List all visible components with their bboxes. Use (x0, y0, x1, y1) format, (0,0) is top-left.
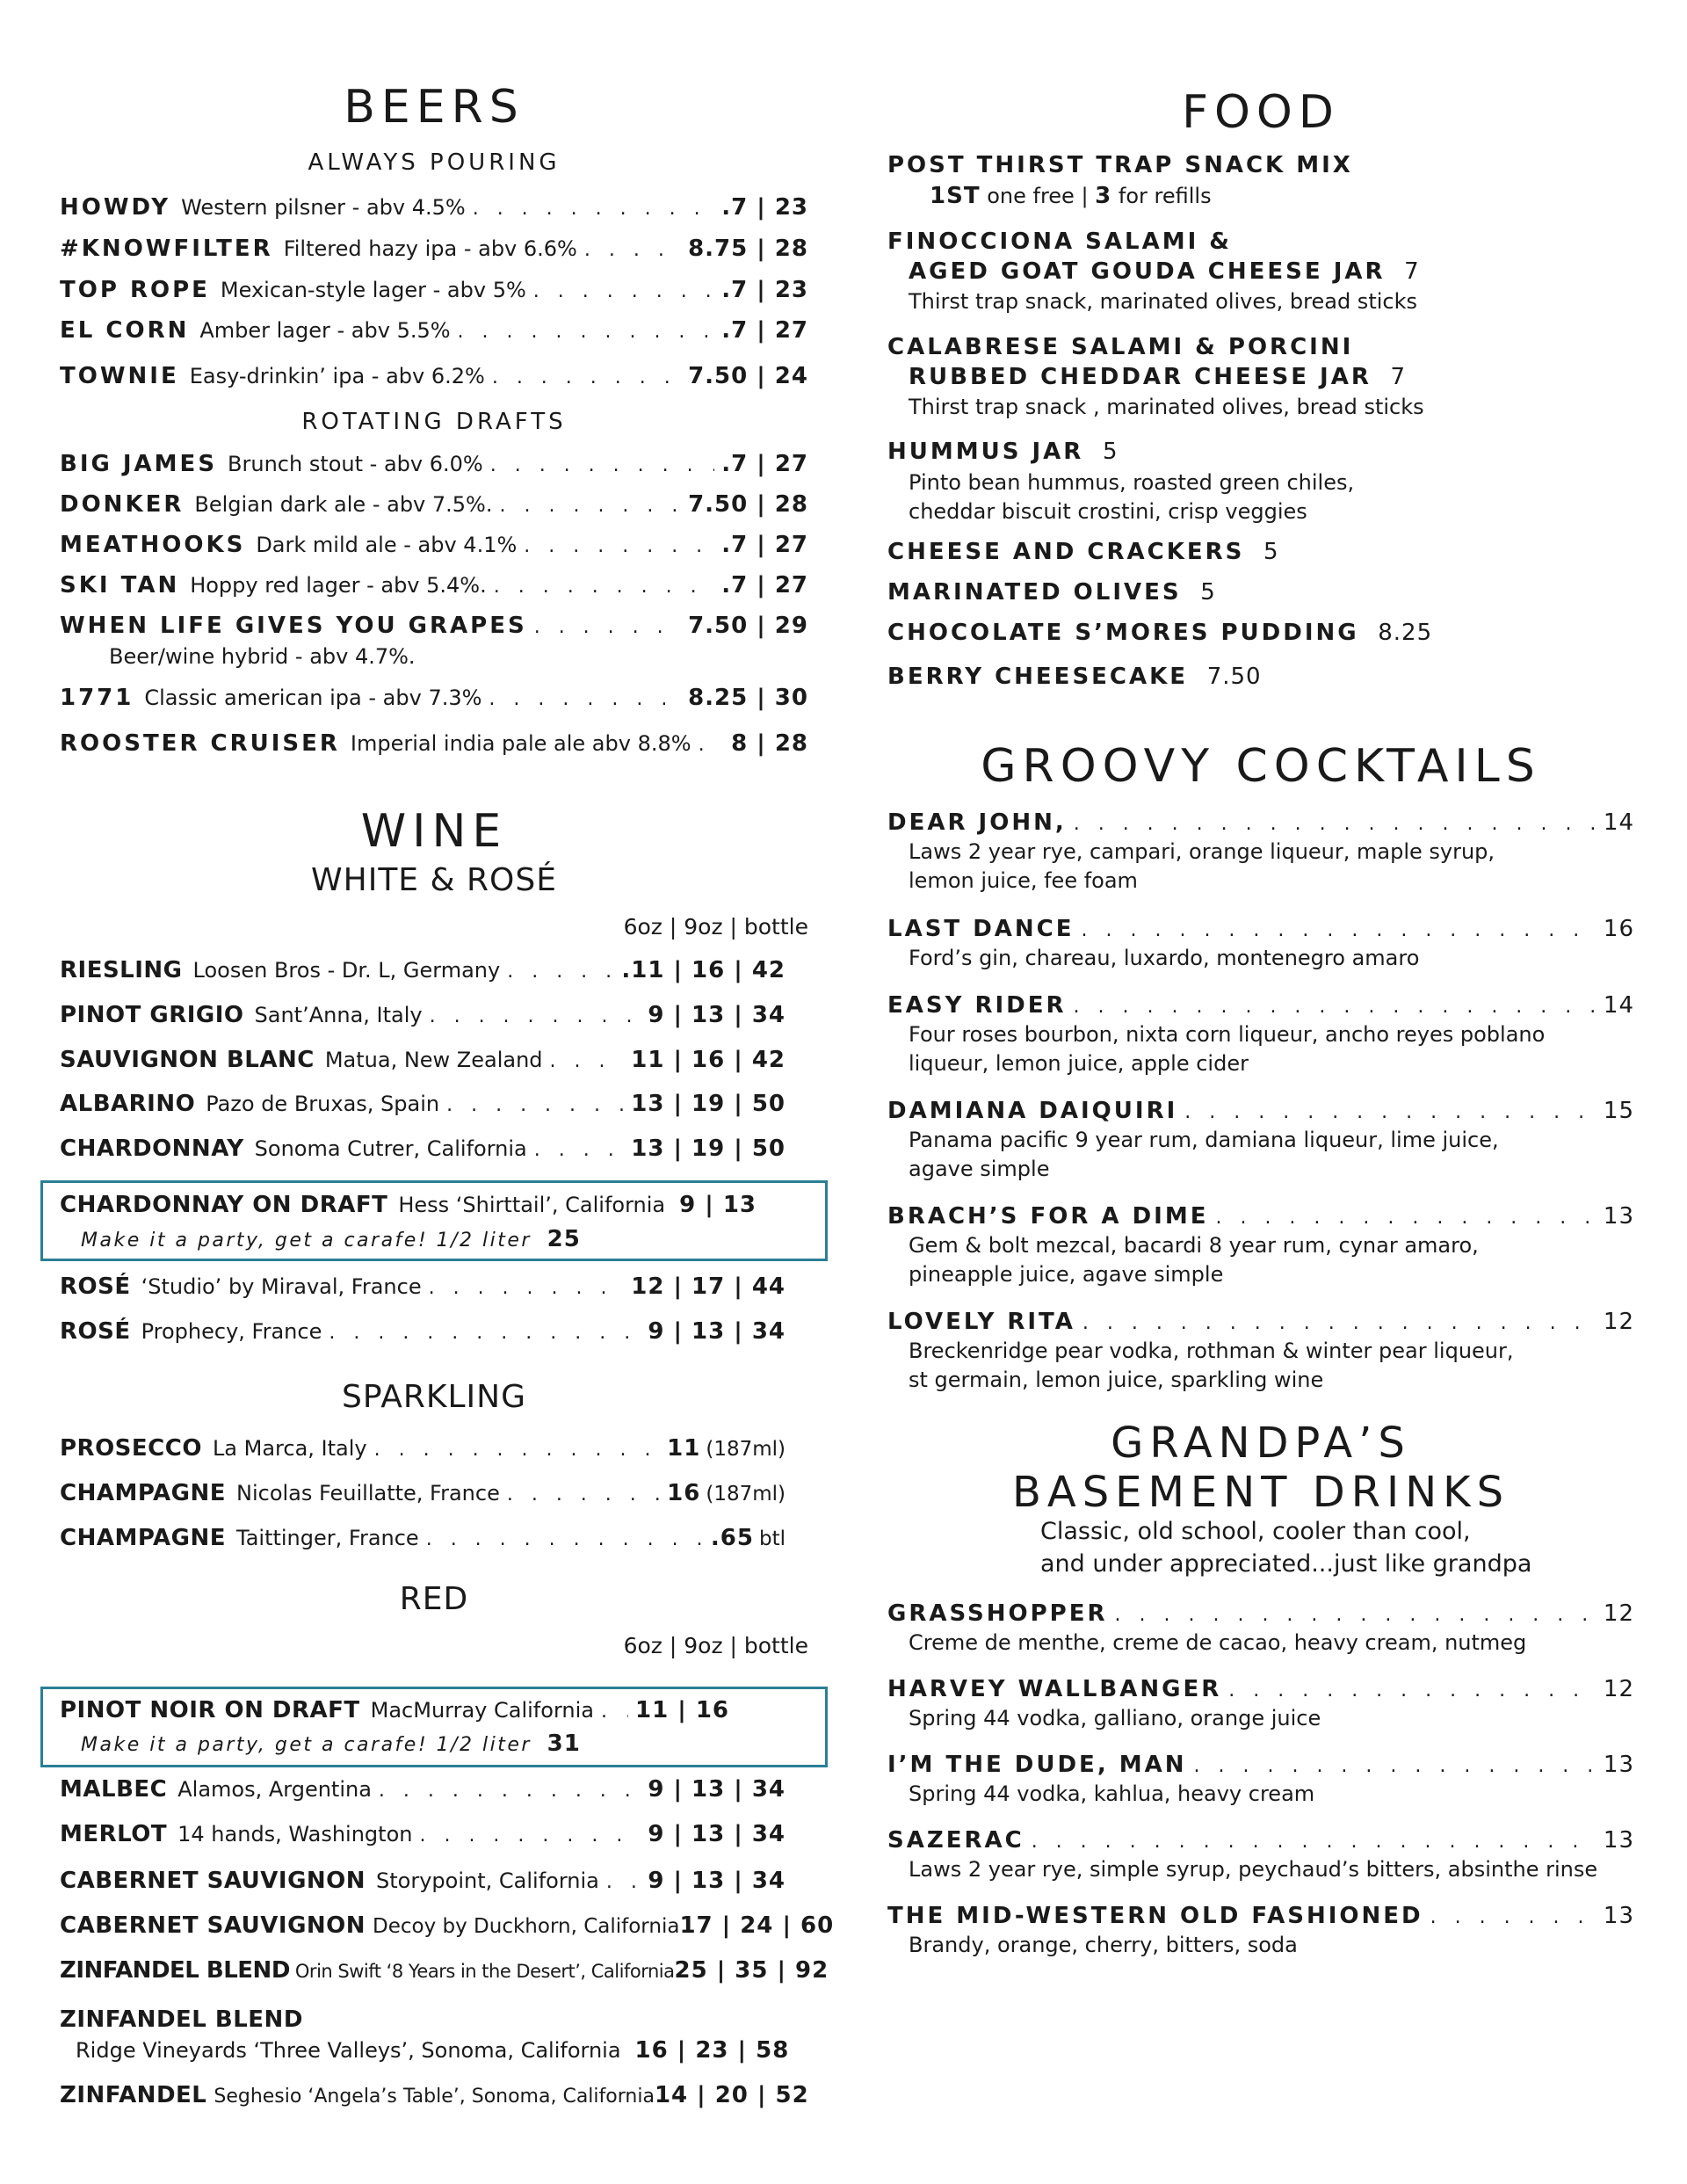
wine-row (60, 1133, 786, 1165)
leader-dots (473, 193, 715, 225)
cocktail-row (887, 807, 1634, 838)
wine-price: 14 | 20 | 52 (654, 2082, 809, 2108)
beer-row (60, 315, 808, 346)
food-desc: Thirst trap snack , marinated olives, bread sticks (909, 395, 1424, 419)
leader-dots (534, 1135, 624, 1166)
beer-desc: Mexican-style lager - abv 5% (220, 278, 526, 302)
wine-name: ZINFANDEL BLEND (60, 1957, 290, 1984)
wine-desc: Taittinger, France (236, 1526, 419, 1550)
snack-first: 1ST (930, 183, 981, 209)
leader-dots (534, 612, 681, 643)
beer-row (60, 360, 808, 392)
drink-price: 12 (1603, 1676, 1634, 1702)
leader-dots (490, 450, 715, 482)
leader-dots (429, 1273, 625, 1304)
leader-dots (1074, 991, 1596, 1023)
beer-row (60, 489, 808, 520)
beer-row (60, 570, 808, 601)
leader-dots (1082, 915, 1596, 947)
leader-dots (489, 684, 681, 715)
drink-name: THE MID-WESTERN OLD FASHIONED (887, 1903, 1423, 1929)
beer-row (60, 610, 808, 642)
beer-name: ROOSTER CRUISER (60, 730, 340, 757)
right-column (887, 0, 1634, 2184)
beer-desc: Imperial india pale ale abv 8.8% (350, 731, 691, 756)
wine-unit: btl (758, 1527, 786, 1550)
food-item-name (887, 662, 1262, 692)
wine-desc: Matua, New Zealand (324, 1048, 543, 1072)
wine-row-draft (60, 1189, 757, 1221)
wine-price: 13 | 19 | 50 (631, 1136, 786, 1162)
grandpa-title-line2: BASEMENT DRINKS (1011, 1468, 1510, 1517)
leader-dots (524, 531, 714, 562)
cocktail-desc: lemon juice, fee foam (909, 868, 1138, 893)
wine-price: .65 (710, 1525, 754, 1551)
wine-price: 9 | 13 | 34 (648, 1318, 786, 1345)
cocktail-desc: Four roses bourbon, nixta corn liqueur, ancho reyes poblano (909, 1022, 1546, 1047)
leader-dots (1184, 1097, 1596, 1128)
cocktail-row (887, 1201, 1634, 1232)
wine-row (60, 954, 786, 986)
food-desc: cheddar biscuit crostini, crisp veggies (909, 499, 1307, 524)
wine-row (60, 1522, 786, 1554)
cocktail-row (887, 1095, 1634, 1127)
leader-dots (1215, 1202, 1596, 1234)
leader-dots (533, 276, 714, 308)
wine-row (60, 1955, 829, 1986)
wine-price: 9 | 13 | 34 (648, 1002, 786, 1028)
food-item-name (887, 227, 1232, 257)
food-name: MARINATED OLIVES (887, 579, 1182, 606)
wine-name: CHAMPAGNE (60, 1525, 226, 1551)
leader-dots (374, 1434, 661, 1466)
leader-dots (584, 235, 681, 266)
wine-name: MALBEC (60, 1776, 168, 1803)
wine-name: CHAMPAGNE (60, 1480, 226, 1506)
beer-row (60, 233, 808, 265)
beer-name: SKI TAN (60, 572, 180, 599)
wine-price: 11 | 16 (635, 1697, 729, 1723)
wine-name: PINOT GRIGIO (60, 1002, 244, 1028)
beer-name: WHEN LIFE GIVES YOU GRAPES (60, 613, 527, 639)
beer-name: EL CORN (60, 317, 190, 344)
food-name: BERRY CHEESECAKE (887, 664, 1189, 690)
beer-desc: Amber lager - abv 5.5% (199, 318, 451, 343)
food-price: 7.50 (1206, 664, 1262, 690)
grandpa-subtitle: and under appreciated...just like grandpa (1040, 1550, 1532, 1578)
beer-price: 8.25 | 30 (688, 685, 808, 711)
wine-price: 25 | 35 | 92 (674, 1957, 829, 1984)
snack-mix-name: POST THIRST TRAP SNACK MIX (887, 152, 1353, 178)
wine-name: ALBARINO (60, 1091, 196, 1117)
cocktail-name: EASY RIDER (887, 992, 1067, 1019)
wine-desc: Sant’Anna, Italy (254, 1003, 423, 1027)
cocktails-title: GROOVY COCKTAILS (981, 740, 1541, 793)
leader-dots (494, 571, 715, 603)
wine-title: WINE (360, 805, 508, 858)
leader-dots (1032, 1826, 1596, 1858)
wine-desc: MacMurray California (370, 1698, 594, 1723)
wine-price: 11 | 16 | 42 (631, 1047, 786, 1073)
drink-name: SAZERAC (887, 1827, 1025, 1854)
leader-dots (507, 956, 614, 988)
wine-row (60, 2004, 808, 2035)
beer-price: .7 | 27 (721, 317, 808, 344)
jar2-line2: RUBBED CHEDDAR CHEESE JAR (909, 364, 1372, 390)
beer-desc: Filtered hazy ipa - abv 6.6% (283, 236, 577, 261)
wine-row (60, 1044, 786, 1076)
wine-price: .11 | 16 | 42 (621, 957, 786, 983)
beer-price: 7.50 | 28 (688, 491, 808, 518)
wine-desc: Storypoint, California (376, 1868, 599, 1893)
sparkling-heading: SPARKLING (341, 1379, 526, 1415)
carafe-text: Make it a party, get a carafe! 1/2 liter (81, 1734, 532, 1756)
jar2-line1: CALABRESE SALAMI & PORCINI (887, 334, 1354, 360)
wine-row (60, 1910, 835, 1941)
grandpa-row (887, 1900, 1634, 1932)
leader-dots (606, 1867, 641, 1898)
food-title: FOOD (1182, 86, 1340, 139)
wine-row (60, 1316, 786, 1347)
beer-name: #KNOWFILTER (60, 236, 273, 262)
wine-desc: Prophecy, France (141, 1319, 322, 1344)
food-name: CHOCOLATE S’MORES PUDDING (887, 620, 1359, 646)
always-pouring-heading: ALWAYS POURING (308, 149, 561, 176)
leader-dots (1115, 1600, 1596, 1631)
beers-title: BEERS (344, 81, 525, 134)
wine-column-header: 6oz | 9oz | bottle (623, 914, 808, 940)
wine-row (60, 1433, 786, 1464)
cocktail-desc: st germain, lemon juice, sparkling wine (909, 1368, 1324, 1392)
wine-price: 11 (667, 1435, 701, 1462)
food-desc: Thirst trap snack, marinated olives, bread sticks (909, 289, 1417, 314)
wine-name: PROSECCO (60, 1435, 202, 1462)
cocktail-desc: agave simple (909, 1157, 1050, 1181)
left-column (60, 0, 835, 2184)
food-item-name (887, 332, 1353, 362)
grandpa-row (887, 1598, 1634, 1629)
cocktail-price: 13 (1603, 1203, 1634, 1230)
cocktail-desc: Laws 2 year rye, campari, orange liqueur, maple syrup, (909, 839, 1495, 864)
leader-dots (329, 1317, 641, 1349)
food-item-name (909, 362, 1406, 392)
beer-price: .7 | 27 (721, 572, 808, 599)
drink-desc: Spring 44 vodka, kahlua, heavy cream (909, 1781, 1315, 1806)
cocktail-name: LOVELY RITA (887, 1309, 1075, 1335)
leader-dots (1194, 1751, 1596, 1782)
food-price: 8.25 (1378, 620, 1433, 646)
wine-price: 17 | 24 | 60 (679, 1912, 835, 1939)
wine-unit: (187ml) (706, 1438, 786, 1461)
wine-desc: ‘Studio’ by Miraval, France (141, 1274, 422, 1299)
cocktail-name: DEAR JOHN, (887, 809, 1067, 836)
cocktail-row (887, 1306, 1634, 1338)
food-price: 5 (1200, 579, 1216, 606)
wine-name: ZINFANDEL (60, 2082, 207, 2108)
leader-dots (500, 490, 682, 522)
wine-price: 16 (667, 1480, 701, 1506)
wine-row-sub (76, 2035, 790, 2066)
cocktail-row (887, 913, 1634, 945)
beer-price: 7.50 | 24 (688, 363, 808, 389)
wine-name: CABERNET SAUVIGNON (60, 1912, 366, 1939)
cocktail-price: 15 (1603, 1098, 1634, 1124)
food-desc: Pinto bean hummus, roasted green chiles, (909, 470, 1355, 495)
beer-price: 8 | 28 (731, 730, 808, 757)
snack-free: one free | (987, 184, 1089, 208)
wine-name: SAUVIGNON BLANC (60, 1047, 315, 1073)
cocktail-price: 16 (1603, 916, 1634, 942)
wine-desc: Orin Swift ‘8 Years in the Desert’, California (294, 1961, 675, 1982)
carafe-text: Make it a party, get a carafe! 1/2 liter (81, 1230, 532, 1252)
drink-price: 13 (1603, 1752, 1634, 1778)
wine-row (60, 1271, 786, 1302)
food-item-name (909, 257, 1420, 287)
cocktail-row (887, 990, 1634, 1021)
cocktail-desc: liqueur, lemon juice, apple cider (909, 1051, 1249, 1076)
snack-refills: for refills (1118, 184, 1212, 208)
wine-desc: Seghesio ‘Angela’s Table’, Sonoma, California (214, 2086, 655, 2108)
drink-desc: Creme de menthe, creme de cacao, heavy cream, nutmeg (909, 1630, 1527, 1655)
leader-dots (426, 1524, 704, 1556)
wine-price: 12 | 17 | 44 (631, 1273, 786, 1300)
cocktail-price: 14 (1603, 992, 1634, 1019)
wine-unit: (187ml) (706, 1483, 786, 1506)
leader-dots (1082, 1308, 1596, 1339)
cocktail-desc: pineapple juice, agave simple (909, 1262, 1224, 1287)
leader-dots (430, 1001, 641, 1033)
drink-price: 13 (1603, 1827, 1634, 1854)
wine-desc: Decoy by Duckhorn, California (373, 1915, 680, 1938)
wine-name: ZINFANDEL BLEND (60, 2006, 303, 2033)
red-heading: RED (399, 1581, 469, 1617)
cocktail-name: DAMIANA DAIQUIRI (887, 1098, 1178, 1124)
wine-desc: Alamos, Argentina (177, 1777, 372, 1802)
hummus-name: HUMMUS JAR (887, 439, 1084, 465)
grandpa-row (887, 1673, 1634, 1705)
jar1-line1: FINOCCIONA SALAMI & (887, 229, 1232, 255)
grandpa-subtitle: Classic, old school, cooler than cool, (1040, 1518, 1471, 1545)
drink-name: GRASSHOPPER (887, 1600, 1108, 1627)
wine-row-draft (60, 1694, 729, 1726)
leader-dots (419, 1820, 641, 1852)
wine-row (60, 1865, 786, 1897)
food-item-name (887, 537, 1279, 567)
wine-name: PINOT NOIR ON DRAFT (60, 1697, 360, 1723)
snack-mix-desc (930, 181, 1212, 211)
food-price: 5 (1263, 539, 1279, 565)
beer-name: BIG JAMES (60, 451, 218, 477)
beer-desc: Hoppy red lager - abv 5.4%. (190, 573, 487, 598)
white-rose-heading: WHITE & ROSÉ (311, 862, 557, 898)
grandpa-row (887, 1749, 1634, 1781)
leader-dots (1074, 809, 1596, 840)
wine-row (60, 1774, 786, 1805)
carafe-price: 31 (547, 1731, 581, 1757)
red-column-header: 6oz | 9oz | bottle (623, 1633, 808, 1658)
jar2-price: 7 (1390, 364, 1407, 390)
beer-price: 8.75 | 28 (688, 236, 808, 262)
carafe-note (81, 1729, 581, 1760)
beer-name: TOWNIE (60, 363, 179, 389)
beer-name: HOWDY (60, 194, 171, 221)
food-item-name (887, 618, 1432, 648)
leader-dots (699, 729, 725, 761)
beer-row (60, 728, 808, 759)
cocktail-price: 14 (1603, 809, 1634, 836)
wine-price: 9 | 13 (679, 1192, 757, 1218)
beer-row (60, 682, 808, 714)
wine-name: MERLOT (60, 1821, 168, 1847)
grandpa-title-line1: GRANDPA’S (1111, 1419, 1411, 1468)
wine-name: CABERNET SAUVIGNON (60, 1868, 366, 1894)
leader-dots (550, 1046, 625, 1077)
beer-row (60, 529, 808, 561)
beer-price: .7 | 23 (721, 277, 808, 303)
drink-desc: Laws 2 year rye, simple syrup, peychaud’s bitters, absinthe rinse (909, 1857, 1598, 1882)
wine-desc: Pazo de Bruxas, Spain (206, 1092, 440, 1116)
wine-desc: 14 hands, Washington (177, 1822, 413, 1847)
wine-price: 9 | 13 | 34 (648, 1821, 786, 1847)
food-item-name (887, 577, 1216, 607)
leader-dots (1430, 1902, 1596, 1934)
wine-row (60, 1818, 786, 1850)
leader-dots (379, 1775, 641, 1807)
food-item-name (887, 150, 1353, 180)
drink-price: 13 (1603, 1903, 1634, 1929)
leader-dots (492, 362, 681, 394)
beer-price: .7 | 27 (721, 451, 808, 477)
cocktail-desc: Panama pacific 9 year rum, damiana liqueur, lime juice, (909, 1128, 1499, 1152)
rotating-drafts-heading: ROTATING DRAFTS (301, 409, 567, 435)
leader-dots (601, 1696, 628, 1728)
beer-desc: Classic american ipa - abv 7.3% (144, 686, 482, 710)
drink-desc: Spring 44 vodka, galliano, orange juice (909, 1706, 1321, 1731)
food-item-name (887, 437, 1119, 467)
wine-desc: Sonoma Cutrer, California (254, 1136, 527, 1161)
wine-price: 9 | 13 | 34 (648, 1776, 786, 1803)
wine-name: RIESLING (60, 957, 183, 983)
leader-dots (458, 316, 715, 348)
wine-desc: Ridge Vineyards ‘Three Valleys’, Sonoma, California (76, 2038, 621, 2063)
wine-name: ROSÉ (60, 1318, 131, 1345)
leader-dots (507, 1479, 660, 1511)
hummus-price: 5 (1102, 439, 1119, 465)
wine-desc: Hess ‘Shirttail’, California (398, 1193, 666, 1217)
beer-desc: Belgian dark ale - abv 7.5%. (194, 492, 493, 517)
carafe-note (81, 1224, 581, 1256)
beer-price: .7 | 27 (721, 532, 808, 558)
drink-name: HARVEY WALLBANGER (887, 1676, 1222, 1702)
wine-name: ROSÉ (60, 1273, 131, 1300)
cocktail-name: BRACH’S FOR A DIME (887, 1203, 1209, 1230)
jar1-price: 7 (1404, 258, 1420, 285)
jar1-line2: AGED GOAT GOUDA CHEESE JAR (909, 258, 1386, 285)
cocktail-price: 12 (1603, 1309, 1634, 1335)
drink-desc: Brandy, orange, cherry, bitters, soda (909, 1933, 1298, 1957)
beer-price: .7 | 23 (721, 194, 808, 221)
wine-row (60, 999, 786, 1031)
leader-dots (446, 1090, 624, 1121)
beer-row (60, 274, 808, 306)
beer-name: TOP ROPE (60, 277, 210, 303)
grandpa-row (887, 1825, 1634, 1856)
beer-name: DONKER (60, 491, 185, 518)
drink-name: I’M THE DUDE, MAN (887, 1752, 1187, 1778)
drink-price: 12 (1603, 1600, 1634, 1627)
beer-name: MEATHOOKS (60, 532, 246, 558)
beer-desc: Brunch stout - abv 6.0% (228, 452, 483, 476)
beer-row (60, 192, 808, 223)
wine-row (60, 1477, 786, 1509)
beer-row (60, 448, 808, 480)
wine-name: CHARDONNAY (60, 1136, 244, 1162)
cocktail-desc: Ford’s gin, chareau, luxardo, montenegro amaro (909, 946, 1420, 970)
cocktail-desc: Breckenridge pear vodka, rothman & winter pear liqueur, (909, 1339, 1514, 1363)
wine-name: CHARDONNAY ON DRAFT (60, 1192, 388, 1218)
wine-row (60, 1088, 786, 1120)
cocktail-name: LAST DANCE (887, 916, 1075, 942)
wine-desc: La Marca, Italy (212, 1436, 367, 1461)
beer-price: 7.50 | 29 (688, 613, 808, 639)
wine-row (60, 2079, 809, 2111)
carafe-price: 25 (547, 1226, 581, 1252)
leader-dots (1228, 1675, 1596, 1707)
beer-desc: Dark mild ale - abv 4.1% (256, 533, 518, 557)
food-name: CHEESE AND CRACKERS (887, 539, 1245, 565)
wine-price: 13 | 19 | 50 (631, 1091, 786, 1117)
beer-name: 1771 (60, 685, 134, 711)
wine-price: 9 | 13 | 34 (648, 1868, 786, 1894)
beer-desc: Easy-drinkin’ ipa - abv 6.2% (189, 364, 485, 388)
snack-refill-price: 3 (1095, 183, 1112, 209)
wine-desc: Nicolas Feuillatte, France (236, 1481, 500, 1506)
beer-sub-desc: Beer/wine hybrid - abv 4.7%. (109, 644, 416, 669)
cocktail-desc: Gem & bolt mezcal, bacardi 8 year rum, cynar amaro, (909, 1233, 1479, 1258)
wine-desc: Loosen Bros - Dr. L, Germany (192, 958, 501, 983)
wine-price: 16 | 23 | 58 (634, 2037, 790, 2064)
beer-desc: Western pilsner - abv 4.5% (181, 195, 466, 220)
